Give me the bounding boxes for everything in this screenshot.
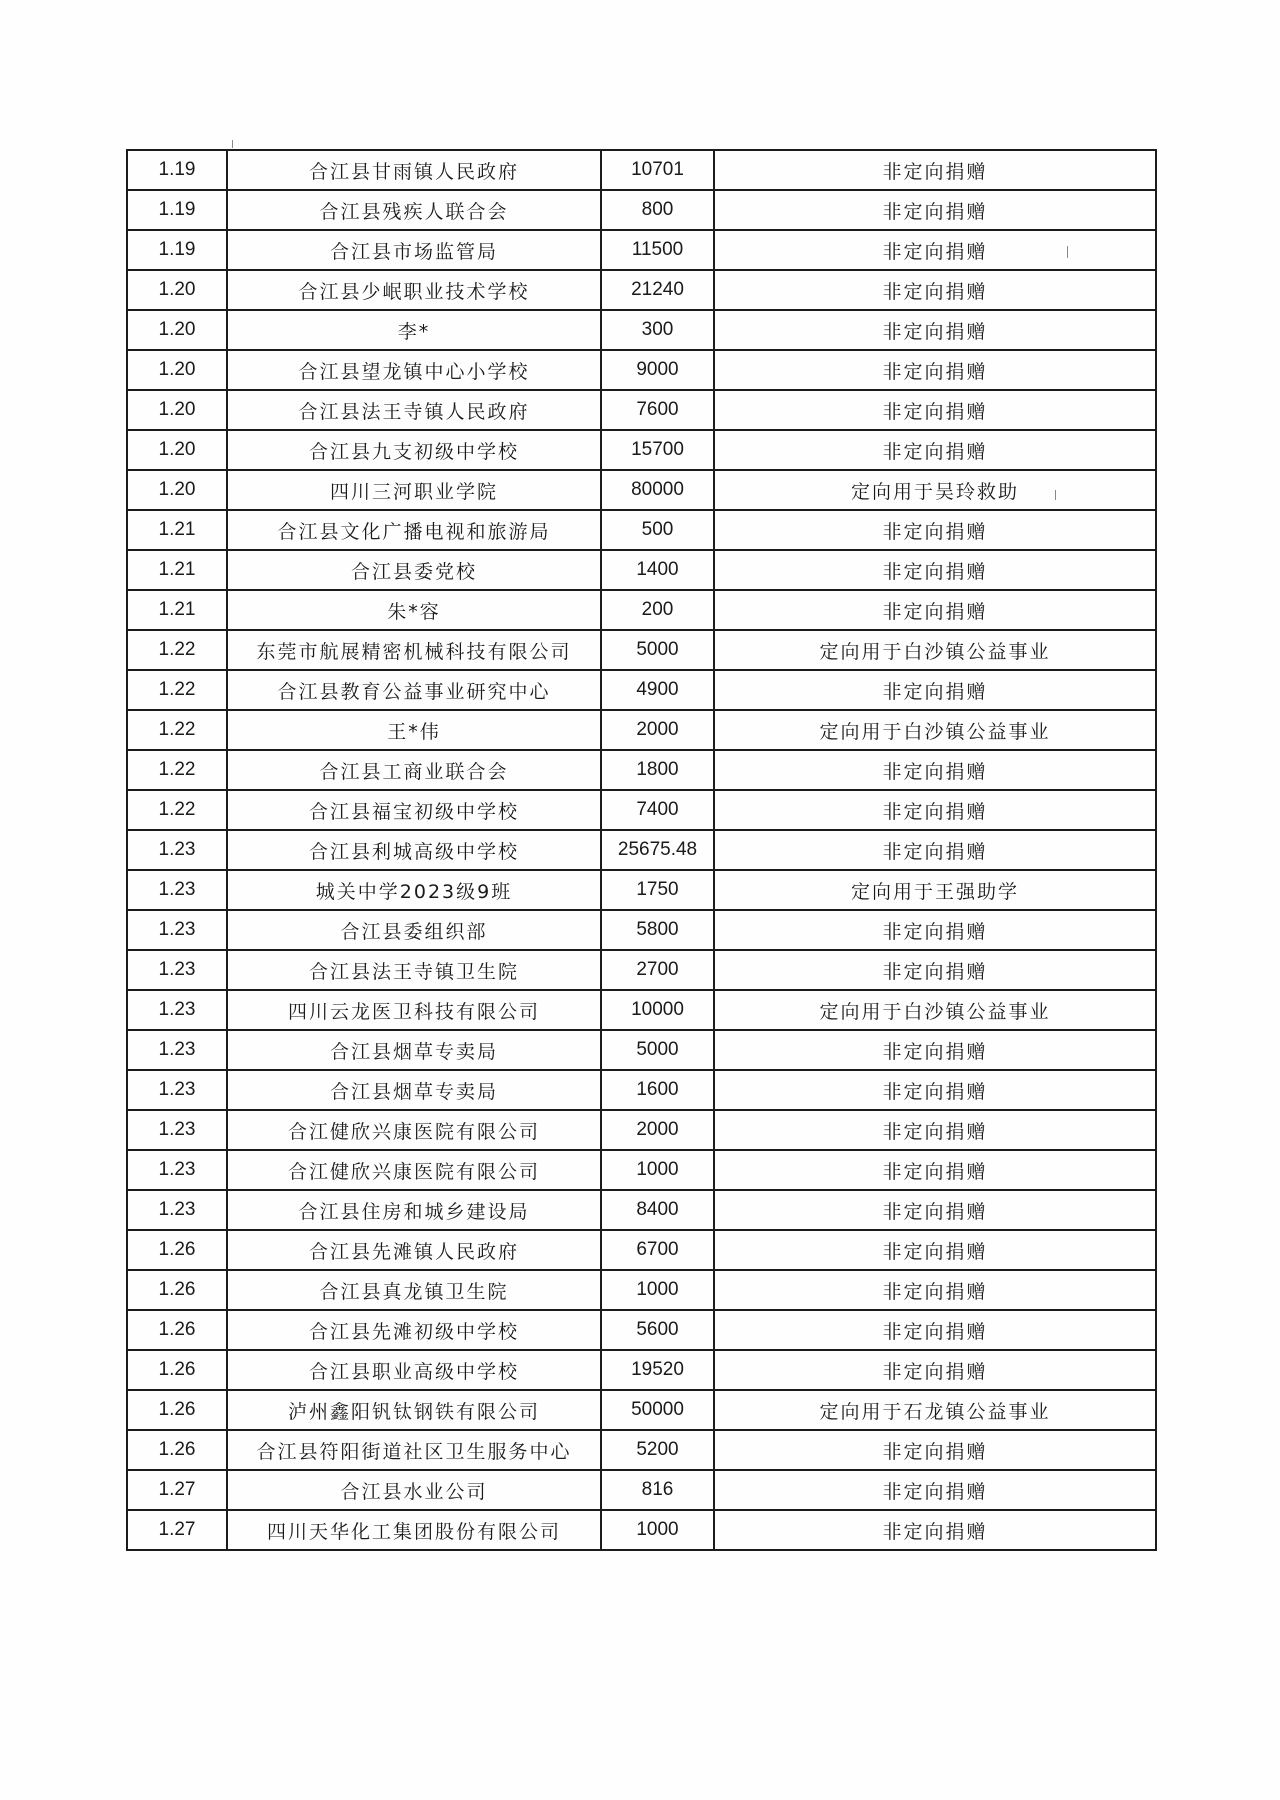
amount-cell: 10701 <box>601 150 714 190</box>
donor-cell: 合江县文化广播电视和旅游局 <box>227 510 601 550</box>
donor-cell: 朱*容 <box>227 590 601 630</box>
purpose-cell: 非定向捐赠 <box>714 270 1156 310</box>
donor-cell: 东莞市航展精密机械科技有限公司 <box>227 630 601 670</box>
date-cell: 1.23 <box>127 910 227 950</box>
donor-cell: 合江县先滩初级中学校 <box>227 1310 601 1350</box>
amount-cell: 5200 <box>601 1430 714 1470</box>
purpose-cell: 非定向捐赠 <box>714 750 1156 790</box>
amount-cell: 2000 <box>601 1110 714 1150</box>
donor-cell: 合江健欣兴康医院有限公司 <box>227 1110 601 1150</box>
amount-cell: 15700 <box>601 430 714 470</box>
amount-cell: 1800 <box>601 750 714 790</box>
amount-cell: 4900 <box>601 670 714 710</box>
purpose-cell: 非定向捐赠 <box>714 1350 1156 1390</box>
purpose-cell: 非定向捐赠 <box>714 1190 1156 1230</box>
table-row <box>127 830 1156 870</box>
purpose-cell: 非定向捐赠 <box>714 670 1156 710</box>
amount-cell: 1000 <box>601 1150 714 1190</box>
date-cell: 1.26 <box>127 1390 227 1430</box>
purpose-cell: 定向用于石龙镇公益事业 <box>714 1390 1156 1430</box>
donor-cell: 合江县住房和城乡建设局 <box>227 1190 601 1230</box>
donor-cell: 合江县残疾人联合会 <box>227 190 601 230</box>
donor-cell: 四川云龙医卫科技有限公司 <box>227 990 601 1030</box>
purpose-cell: 定向用于白沙镇公益事业 <box>714 630 1156 670</box>
donor-cell: 四川三河职业学院 <box>227 470 601 510</box>
purpose-cell: 非定向捐赠 <box>714 150 1156 190</box>
amount-cell: 1400 <box>601 550 714 590</box>
date-cell: 1.21 <box>127 590 227 630</box>
purpose-cell: 非定向捐赠 <box>714 1070 1156 1110</box>
amount-cell: 8400 <box>601 1190 714 1230</box>
table-row <box>127 1190 1156 1230</box>
table-row <box>127 270 1156 310</box>
purpose-cell: 非定向捐赠 <box>714 430 1156 470</box>
purpose-cell: 非定向捐赠 <box>714 1430 1156 1470</box>
amount-cell: 6700 <box>601 1230 714 1270</box>
donor-cell: 合江县少岷职业技术学校 <box>227 270 601 310</box>
donor-cell: 合江县委组织部 <box>227 910 601 950</box>
purpose-cell: 非定向捐赠 <box>714 230 1156 270</box>
donation-table <box>126 149 1157 1551</box>
purpose-cell: 非定向捐赠 <box>714 910 1156 950</box>
purpose-cell: 非定向捐赠 <box>714 550 1156 590</box>
table-row <box>127 990 1156 1030</box>
purpose-cell: 非定向捐赠 <box>714 1470 1156 1510</box>
amount-cell: 200 <box>601 590 714 630</box>
scan-mark <box>1067 246 1068 258</box>
table-row <box>127 950 1156 990</box>
date-cell: 1.23 <box>127 1190 227 1230</box>
table-row <box>127 1390 1156 1430</box>
purpose-cell: 非定向捐赠 <box>714 1150 1156 1190</box>
donor-cell: 合江县真龙镇卫生院 <box>227 1270 601 1310</box>
amount-cell: 19520 <box>601 1350 714 1390</box>
table-row <box>127 1230 1156 1270</box>
amount-cell: 9000 <box>601 350 714 390</box>
purpose-cell: 定向用于王强助学 <box>714 870 1156 910</box>
date-cell: 1.20 <box>127 430 227 470</box>
date-cell: 1.22 <box>127 750 227 790</box>
purpose-cell: 非定向捐赠 <box>714 190 1156 230</box>
date-cell: 1.23 <box>127 990 227 1030</box>
date-cell: 1.23 <box>127 1030 227 1070</box>
date-cell: 1.20 <box>127 390 227 430</box>
table-row <box>127 1270 1156 1310</box>
donor-cell: 合江县符阳街道社区卫生服务中心 <box>227 1430 601 1470</box>
table-row <box>127 910 1156 950</box>
donor-cell: 合江县委党校 <box>227 550 601 590</box>
table-row <box>127 1470 1156 1510</box>
amount-cell: 11500 <box>601 230 714 270</box>
purpose-cell: 非定向捐赠 <box>714 1230 1156 1270</box>
donor-cell: 合江县水业公司 <box>227 1470 601 1510</box>
table-row <box>127 790 1156 830</box>
donation-table-body <box>127 150 1156 1550</box>
date-cell: 1.21 <box>127 510 227 550</box>
amount-cell: 25675.48 <box>601 830 714 870</box>
table-row <box>127 1150 1156 1190</box>
purpose-cell: 定向用于吴玲救助 <box>714 470 1156 510</box>
table-row <box>127 710 1156 750</box>
donor-cell: 合江县市场监管局 <box>227 230 601 270</box>
donor-cell: 合江县工商业联合会 <box>227 750 601 790</box>
date-cell: 1.22 <box>127 710 227 750</box>
date-cell: 1.26 <box>127 1430 227 1470</box>
donor-cell: 城关中学2023级9班 <box>227 870 601 910</box>
amount-cell: 1000 <box>601 1270 714 1310</box>
table-row <box>127 230 1156 270</box>
date-cell: 1.23 <box>127 1110 227 1150</box>
purpose-cell: 非定向捐赠 <box>714 1510 1156 1550</box>
amount-cell: 1600 <box>601 1070 714 1110</box>
purpose-cell: 定向用于白沙镇公益事业 <box>714 710 1156 750</box>
amount-cell: 7400 <box>601 790 714 830</box>
purpose-cell: 非定向捐赠 <box>714 390 1156 430</box>
purpose-cell: 非定向捐赠 <box>714 310 1156 350</box>
date-cell: 1.23 <box>127 870 227 910</box>
donor-cell: 四川天华化工集团股份有限公司 <box>227 1510 601 1550</box>
date-cell: 1.26 <box>127 1230 227 1270</box>
table-row <box>127 1030 1156 1070</box>
date-cell: 1.20 <box>127 470 227 510</box>
date-cell: 1.20 <box>127 270 227 310</box>
table-row <box>127 190 1156 230</box>
table-row <box>127 1070 1156 1110</box>
donor-cell: 合江县法王寺镇人民政府 <box>227 390 601 430</box>
amount-cell: 5000 <box>601 1030 714 1070</box>
purpose-cell: 非定向捐赠 <box>714 350 1156 390</box>
table-row <box>127 1310 1156 1350</box>
table-row <box>127 670 1156 710</box>
date-cell: 1.23 <box>127 1150 227 1190</box>
donor-cell: 合江县九支初级中学校 <box>227 430 601 470</box>
purpose-cell: 非定向捐赠 <box>714 830 1156 870</box>
date-cell: 1.26 <box>127 1350 227 1390</box>
donor-cell: 合江县烟草专卖局 <box>227 1070 601 1110</box>
date-cell: 1.23 <box>127 830 227 870</box>
purpose-cell: 非定向捐赠 <box>714 1270 1156 1310</box>
amount-cell: 5800 <box>601 910 714 950</box>
date-cell: 1.19 <box>127 190 227 230</box>
table-row <box>127 750 1156 790</box>
date-cell: 1.19 <box>127 150 227 190</box>
table-row <box>127 470 1156 510</box>
amount-cell: 10000 <box>601 990 714 1030</box>
table-row <box>127 390 1156 430</box>
table-row <box>127 550 1156 590</box>
amount-cell: 1000 <box>601 1510 714 1550</box>
purpose-cell: 非定向捐赠 <box>714 1030 1156 1070</box>
date-cell: 1.22 <box>127 790 227 830</box>
amount-cell: 80000 <box>601 470 714 510</box>
purpose-cell: 非定向捐赠 <box>714 950 1156 990</box>
table-row <box>127 1430 1156 1470</box>
amount-cell: 50000 <box>601 1390 714 1430</box>
date-cell: 1.21 <box>127 550 227 590</box>
amount-cell: 5600 <box>601 1310 714 1350</box>
donor-cell: 合江县法王寺镇卫生院 <box>227 950 601 990</box>
donor-cell: 合江县职业高级中学校 <box>227 1350 601 1390</box>
purpose-cell: 非定向捐赠 <box>714 510 1156 550</box>
donor-cell: 合江县望龙镇中心小学校 <box>227 350 601 390</box>
date-cell: 1.19 <box>127 230 227 270</box>
purpose-cell: 非定向捐赠 <box>714 590 1156 630</box>
amount-cell: 21240 <box>601 270 714 310</box>
date-cell: 1.27 <box>127 1470 227 1510</box>
purpose-cell: 非定向捐赠 <box>714 1110 1156 1150</box>
donor-cell: 合江县烟草专卖局 <box>227 1030 601 1070</box>
donor-cell: 泸州鑫阳钒钛钢铁有限公司 <box>227 1390 601 1430</box>
donor-cell: 李* <box>227 310 601 350</box>
amount-cell: 800 <box>601 190 714 230</box>
amount-cell: 500 <box>601 510 714 550</box>
donor-cell: 王*伟 <box>227 710 601 750</box>
amount-cell: 7600 <box>601 390 714 430</box>
donor-cell: 合江健欣兴康医院有限公司 <box>227 1150 601 1190</box>
table-row <box>127 590 1156 630</box>
date-cell: 1.22 <box>127 630 227 670</box>
amount-cell: 1750 <box>601 870 714 910</box>
donor-cell: 合江县甘雨镇人民政府 <box>227 150 601 190</box>
date-cell: 1.22 <box>127 670 227 710</box>
date-cell: 1.23 <box>127 950 227 990</box>
amount-cell: 2000 <box>601 710 714 750</box>
amount-cell: 816 <box>601 1470 714 1510</box>
date-cell: 1.20 <box>127 310 227 350</box>
purpose-cell: 非定向捐赠 <box>714 790 1156 830</box>
date-cell: 1.26 <box>127 1270 227 1310</box>
date-cell: 1.27 <box>127 1510 227 1550</box>
scan-mark <box>232 140 233 148</box>
date-cell: 1.26 <box>127 1310 227 1350</box>
purpose-cell: 非定向捐赠 <box>714 1310 1156 1350</box>
table-row <box>127 310 1156 350</box>
table-row <box>127 350 1156 390</box>
donor-cell: 合江县先滩镇人民政府 <box>227 1230 601 1270</box>
table-row <box>127 1510 1156 1550</box>
amount-cell: 5000 <box>601 630 714 670</box>
table-row <box>127 870 1156 910</box>
table-row <box>127 150 1156 190</box>
amount-cell: 2700 <box>601 950 714 990</box>
table-row <box>127 1110 1156 1150</box>
donor-cell: 合江县福宝初级中学校 <box>227 790 601 830</box>
table-row <box>127 510 1156 550</box>
table-row <box>127 1350 1156 1390</box>
donor-cell: 合江县利城高级中学校 <box>227 830 601 870</box>
purpose-cell: 定向用于白沙镇公益事业 <box>714 990 1156 1030</box>
date-cell: 1.20 <box>127 350 227 390</box>
scan-mark <box>1055 490 1056 500</box>
table-row <box>127 430 1156 470</box>
table-row <box>127 630 1156 670</box>
amount-cell: 300 <box>601 310 714 350</box>
donor-cell: 合江县教育公益事业研究中心 <box>227 670 601 710</box>
date-cell: 1.23 <box>127 1070 227 1110</box>
